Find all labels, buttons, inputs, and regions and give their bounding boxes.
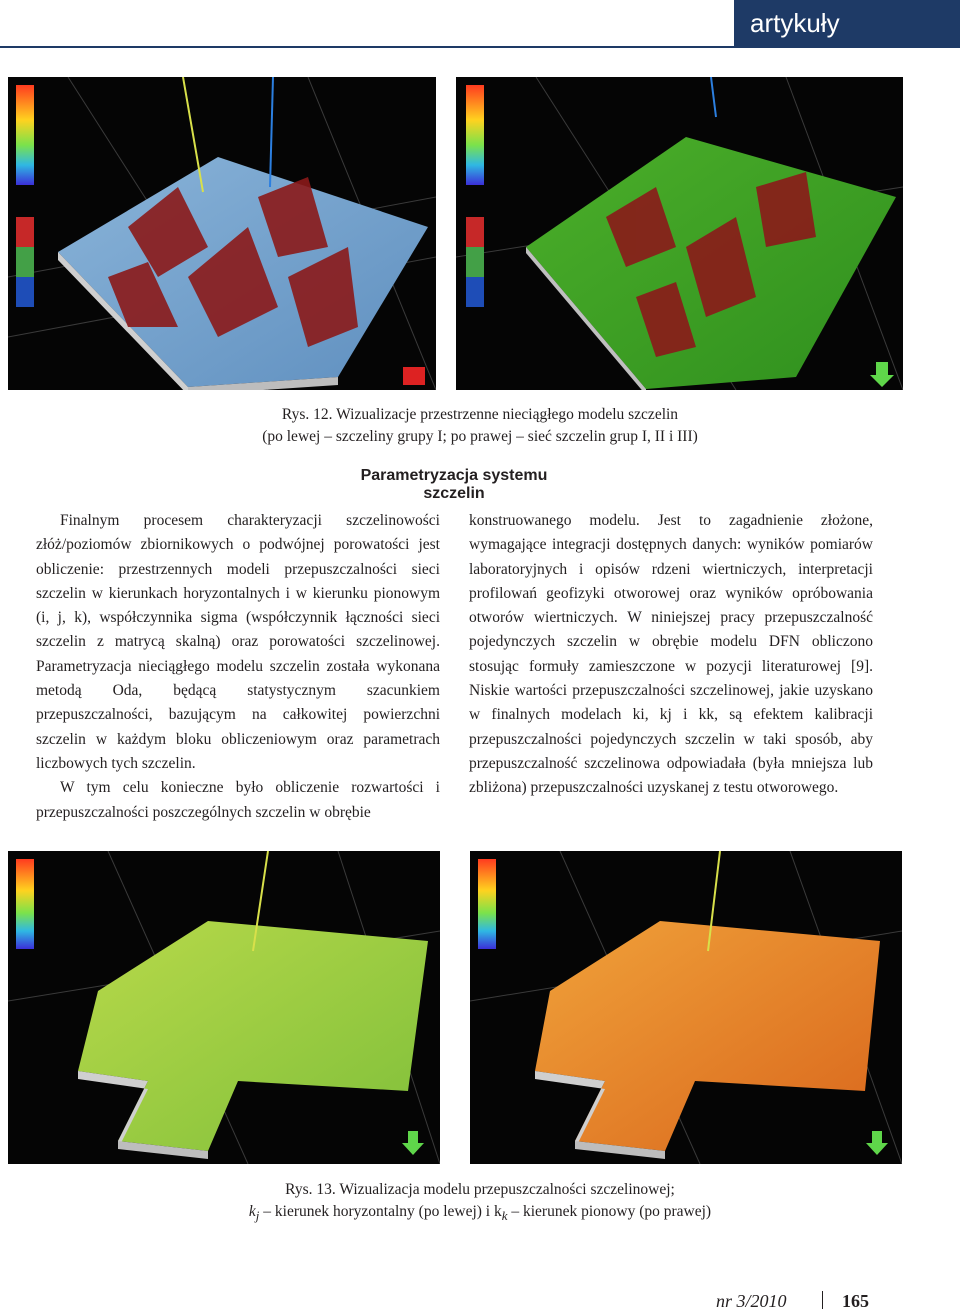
figure13-caption-sub-k: k — [501, 1208, 508, 1224]
figure13-caption-mid: – kierunek horyzontalny (po lewej) i k — [259, 1203, 502, 1220]
figure13-caption-line1: Rys. 13. Wizualizacja modelu przepuszczalności szczelinowej; — [285, 1181, 675, 1198]
figure13-caption-end: – kierunek pionowy (po prawej) — [507, 1203, 712, 1220]
figure13-right-image — [470, 851, 902, 1164]
section-tag: artykuły — [734, 0, 960, 46]
footer-separator — [822, 1291, 823, 1309]
section-heading: Parametryzacja systemu szczelin — [360, 467, 548, 502]
right-paragraph-1: konstruowanego modelu. Jest to zagadnienie złożone, wymagające integracji dostępnych danych: wyników pomiarów laboratoryjnych i opisów rdzeni wiertniczych, interpretacji profilowań geofizyki otworowej oraz wyników opróbowania otworów wiertniczych. W niniejszej pracy przepuszczalność pojedynczych szczelin w obrębie modelu DFN obliczono stosując formuły zamieszczone w pozycji literaturowej [9]. Niskie wartości przepuszczalności szczelinowej, jakie uzyskano w finalnych modelach ki, kj i kk, są efektem kalibracji przepuszczalności pojedynczych szczelin w taki sposób, aby przepuszczalność szczelinowa odpowiadała (była mniejsza lub zbliżona) przepuszczalności uzyskanej z testu otworowego. — [469, 512, 873, 797]
figure13-caption-sub-j: j — [255, 1208, 260, 1224]
header-rule — [0, 46, 960, 48]
right-column — [469, 509, 873, 801]
figure12-right-image — [456, 77, 903, 390]
left-column — [36, 509, 440, 825]
figure12-left-image — [8, 77, 436, 390]
footer-page-number: 165 — [842, 1291, 869, 1311]
figure13-caption-line2 — [120, 1201, 840, 1226]
figure12-caption-line2: (po lewej – szczeliny grupy I; po prawej – sieć szczelin grup I, II i III) — [262, 428, 698, 445]
left-paragraph-2: W tym celu konieczne było obliczenie rozwartości i przepuszczalności poszczególnych szczelin w obrębie — [36, 779, 440, 821]
left-paragraph-1: Finalnym procesem charakteryzacji szczelinowości złóż/poziomów zbiornikowych o podwójnej porowatości jest obliczenie: przestrzennych modeli przepuszczalności sieci szczelin w kierunkach horyzontalnych i w kierunku pionowym (i, j, k), współczynnika sigma (współczynnik łączności sieci szczelin z matrycą skalną) oraz porowatości szczelinowej. Parametryzacja nieciągłego modelu szczelin została wykonana metodą Oda, będącą statystycznym szacunkiem przepuszczalności, bazującym na całkowitej powierzchni szczelin w każdym bloku obliczeniowym oraz parametrach liczbowych tych szczelin. — [36, 512, 440, 772]
footer-issue: nr 3/2010 — [716, 1291, 787, 1311]
figure13-caption-k: k — [248, 1203, 256, 1220]
figure12-caption-line1: Rys. 12. Wizualizacje przestrzenne nieciągłego modelu szczelin — [281, 406, 679, 423]
figure13-left-image — [8, 851, 440, 1164]
